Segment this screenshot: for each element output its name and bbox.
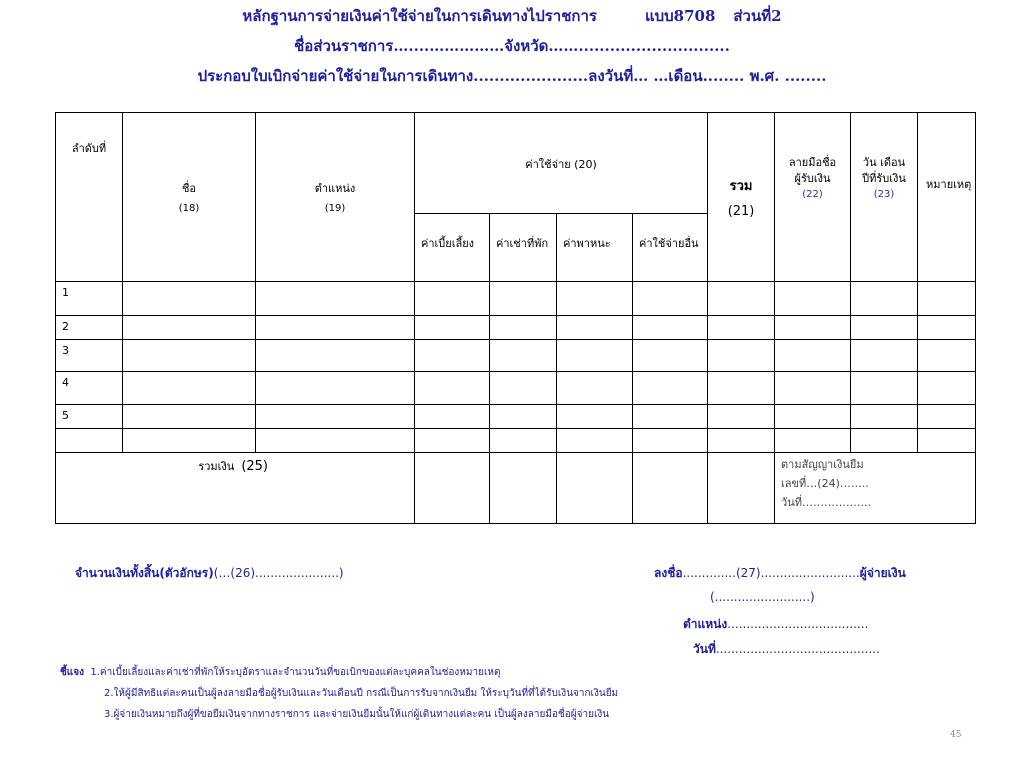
form-title-line — [0, 4, 1024, 28]
header-expense: ค่าใช้จ่าย (20) — [415, 113, 708, 214]
form-code: แบบ8708 — [644, 7, 716, 25]
payer-name-paren: (.........................) — [710, 590, 815, 604]
payer-signature: ลงชื่อ..............(27)..........................ผู้จ่ายเงิน — [654, 566, 906, 580]
payment-table — [55, 112, 976, 524]
sum-row — [56, 453, 976, 524]
header-vehicle: ค่าพาหนะ — [557, 214, 633, 282]
payer-date: วันที่........................................... — [693, 642, 880, 656]
sum-label: รวมเงิน (25) — [56, 453, 415, 524]
header-remark: หมายเหตุ — [918, 113, 976, 282]
header-lodging: ค่าเช่าที่พัก — [490, 214, 557, 282]
header-total: รวม (21) — [708, 113, 775, 282]
header-allowance: ค่าเบี้ยเลี้ยง — [415, 214, 490, 282]
form-title: หลักฐานการจ่ายเงินค่าใช้จ่ายในการเดินทางไปราชการ — [242, 7, 597, 25]
table-row: 4 — [56, 372, 976, 405]
loan-reference: ตามสัญญาเงินยืม เลขที่…(24)…….. วันที่………….…... — [775, 453, 976, 524]
note-3: 3.ผู้จ่ายเงินหมายถึงผู้ที่ขอยืมเงินจากทางราชการ และจ่ายเงินยืมนั้นให้แก่ผู้เดินทางแต่ละคน เป็นผู้ลงลายมือชื่อผู้จ่ายเงิน — [104, 709, 610, 720]
notes — [60, 662, 618, 725]
page-number: 45 — [950, 730, 962, 740]
table-row: 1 — [56, 282, 976, 316]
header-signature: ลายมือชื่อผู้รับเงิน (22) — [775, 113, 851, 282]
payer-position: ตำแหน่ง..................................... — [683, 617, 869, 631]
header-other: ค่าใช้จ่ายอื่น — [633, 214, 708, 282]
header-position: ตำแหน่ง (19) — [256, 113, 415, 282]
note-1: ชี้แจง 1.ค่าเบี้ยเลี้ยงและค่าเช่าที่พักให้ระบุอัตราและจำนวนวันที่ขอเบิกของแต่ละบุคคลในช่องหมายเหตุ — [60, 667, 501, 678]
table-row: 5 — [56, 405, 976, 429]
reference-line: ประกอบใบเบิกจ่ายค่าใช้จ่ายในการเดินทาง......................ลงวันที่… …เดือน........ พ.ศ. ........ — [197, 67, 827, 85]
header-date: วัน เดือน ปีที่รับเงิน (23) — [851, 113, 918, 282]
table-row — [56, 429, 976, 453]
note-2: 2.ให้ผู้มีสิทธิแต่ละคนเป็นผู้ลงลายมือชื่อผู้รับเงินและวันเดือนปี กรณีเป็นการรับจากเงินยืม ให้ระบุวันที่ที่ได้รับเงินจากเงินยืม — [104, 688, 619, 699]
table-row: 3 — [56, 340, 976, 372]
amount-in-words: จำนวนเงินทั้งสิ้น(ตัวอักษร)(…(26)......................) — [75, 566, 344, 580]
header-order: ลำดับที่ — [56, 113, 123, 282]
form-part: ส่วนที่2 — [733, 7, 782, 25]
header-name: ชื่อ (18) — [123, 113, 256, 282]
agency-line: ชื่อส่วนราชการ…....……………จังหวัด……............................. — [294, 37, 730, 55]
table-row: 2 — [56, 316, 976, 340]
